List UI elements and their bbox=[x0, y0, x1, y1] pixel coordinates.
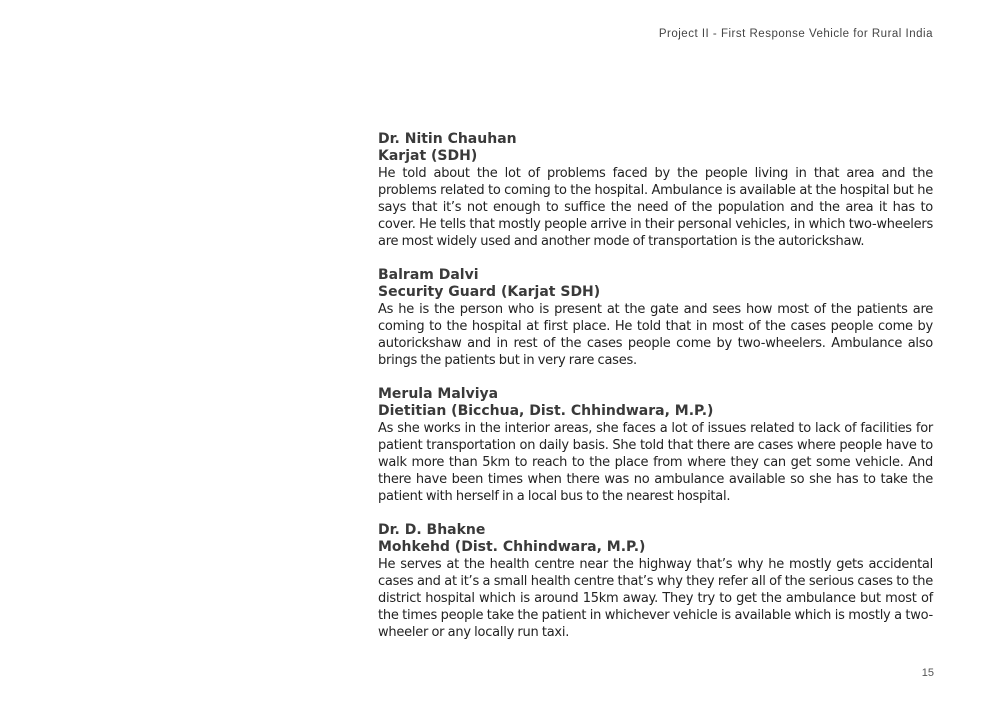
interviewee-role: Mohkehd (Dist. Chhindwara, M.P.) bbox=[378, 539, 646, 555]
interview-entry bbox=[378, 267, 933, 369]
page-number: 15 bbox=[921, 667, 934, 679]
interview-entry bbox=[378, 386, 933, 505]
interview-text: As she works in the interior areas, she faces a lot of issues related to lack of facilities for patient transportation on daily basis. She told that there are cases where people have to walk more than 5km to reach to the place from where they can get some vehicle. And there have been times when there was no ambulance available so she has to take the patient with herself in a local bus to the nearest hospital. bbox=[378, 421, 933, 504]
interviewee-role: Karjat (SDH) bbox=[378, 148, 478, 164]
interviewee-role: Security Guard (Karjat SDH) bbox=[378, 284, 601, 300]
interview-entry bbox=[378, 131, 933, 250]
interviewee-name: Dr. D. Bhakne bbox=[378, 522, 486, 538]
interview-text: As he is the person who is present at the gate and sees how most of the patients are coming to the hospital at first place. He told that in most of the cases people come by autorickshaw and in rest of the cases people come by two-wheelers. Ambulance also brings the patients but in very rare cases. bbox=[378, 302, 933, 368]
interview-notes bbox=[378, 131, 933, 641]
interview-text: He serves at the health centre near the highway that’s why he mostly gets accidental cases and at it’s a small health centre that’s why they refer all of the serious cases to the district hospital which is around 15km away. They try to get the ambulance but most of the times people take the patient in whichever vehicle is available which is mostly a two-wheeler or any locally run taxi. bbox=[378, 557, 933, 640]
interview-entry bbox=[378, 522, 933, 641]
running-header: Project II - First Response Vehicle for Rural India bbox=[658, 28, 933, 40]
interviewee-name: Merula Malviya bbox=[378, 386, 499, 402]
interviewee-name: Balram Dalvi bbox=[378, 267, 479, 283]
interview-text: He told about the lot of problems faced by the people living in that area and the problems related to coming to the hospital. Ambulance is available at the hospital but he says that it’s not enough to suffice the need of the population and the area it has to cover. He tells that mostly people arrive in their personal vehicles, in which two-wheelers are most widely used and another mode of transportation is the autorickshaw. bbox=[378, 166, 933, 249]
interviewee-name: Dr. Nitin Chauhan bbox=[378, 131, 517, 147]
interviewee-role: Dietitian (Bicchua, Dist. Chhindwara, M.P.) bbox=[378, 403, 714, 419]
